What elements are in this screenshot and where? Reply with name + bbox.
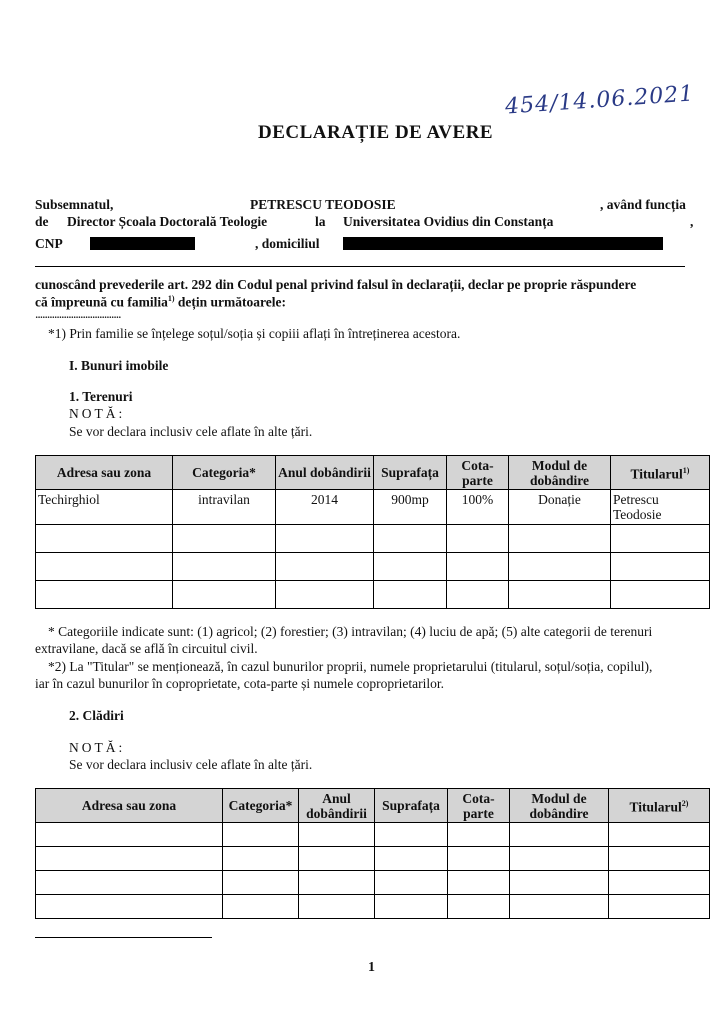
col-titular (611, 456, 710, 490)
cell (448, 895, 510, 919)
document-title: DECLARAȚIE DE AVERE (258, 122, 494, 143)
titular-note-line-1: *2) La "Titular" se menționează, în cazul bunurilor proprii, numele proprietarului (titularul, soțul/soția, copilul), (48, 659, 653, 674)
cell (299, 847, 375, 871)
cell (375, 895, 448, 919)
cell (611, 553, 710, 581)
cell (509, 525, 611, 553)
cell (36, 525, 173, 553)
cell (448, 847, 510, 871)
subsemnatul-label: Subsemnatul, (35, 197, 114, 212)
terenuri-heading: 1. Terenuri (69, 389, 133, 404)
col-suprafata: Suprafața (374, 456, 447, 490)
cell (223, 871, 299, 895)
functia-label: , având funcția (600, 197, 686, 212)
cell (447, 553, 509, 581)
cell: Techirghiol (36, 490, 173, 525)
cell (223, 823, 299, 847)
cell: intravilan (173, 490, 276, 525)
cell (447, 581, 509, 609)
cell (448, 871, 510, 895)
table-row (36, 553, 710, 581)
registration-number: 454/14.06.2021 (504, 81, 696, 120)
cell (609, 871, 710, 895)
cell (447, 525, 509, 553)
categories-note-line-1: * Categoriile indicate sunt: (1) agricol; (2) forestier; (3) intravilan; (4) luciu de apă; (5) alte categorii de terenuri (48, 624, 653, 639)
cell (36, 823, 223, 847)
position-value: Director Școala Doctorală Teologie (67, 214, 268, 229)
declaration-line-2-a: că împreună cu familia (35, 294, 168, 310)
col-cota: Cota-parte (447, 456, 509, 490)
cell (173, 553, 276, 581)
table-row (36, 871, 710, 895)
col-titular (609, 789, 710, 823)
cell: Petrescu Teodosie (611, 490, 710, 525)
declaration-line-2-b: dețin următoarele: (174, 294, 287, 310)
declarant-name: PETRESCU TEODOSIE (250, 197, 396, 212)
declaration-line-1: cunoscând prevederile art. 292 din Codul penal privind falsul în declarații, declar pe proprie răspundere (35, 277, 637, 292)
cladiri-heading: 2. Clădiri (69, 708, 124, 723)
institution-value: Universitatea Ovidius din Constanța (343, 214, 554, 229)
footnote-ref-1: 1) (167, 294, 175, 303)
col-titular-label: Titularul (630, 466, 683, 482)
terenuri-table (35, 455, 710, 609)
cnp-label: CNP (35, 236, 63, 251)
cell (609, 895, 710, 919)
dots-line: .................................... (35, 306, 121, 321)
col-cota: Cota-parte (448, 789, 510, 823)
col-modul: Modul de dobândire (510, 789, 609, 823)
cladiri-table (35, 788, 710, 919)
titular-sup-2: 2) (681, 799, 689, 809)
col-anul: Anul dobândirii (299, 789, 375, 823)
col-categoria: Categoria* (223, 789, 299, 823)
cell (299, 895, 375, 919)
col-modul: Modul de dobândire (509, 456, 611, 490)
footnote-separator (35, 937, 212, 938)
cell (36, 871, 223, 895)
cell (509, 553, 611, 581)
col-adresa: Adresa sau zona (36, 456, 173, 490)
cell (223, 847, 299, 871)
cell: 900mp (374, 490, 447, 525)
cell (509, 581, 611, 609)
cell (36, 581, 173, 609)
nota-label-1: NOTĂ: (69, 406, 126, 421)
cell (36, 553, 173, 581)
cell (276, 553, 374, 581)
cell (173, 581, 276, 609)
cell (299, 871, 375, 895)
table-row (36, 525, 710, 553)
nota-label-2: NOTĂ: (69, 740, 126, 755)
cell (609, 823, 710, 847)
cell (611, 581, 710, 609)
la-label: la (315, 214, 326, 229)
cnp-redaction (90, 237, 195, 250)
nota-text-1: Se vor declara inclusiv cele aflate în alte țări. (69, 424, 313, 439)
cell (510, 847, 609, 871)
cell (448, 823, 510, 847)
col-categoria: Categoria* (173, 456, 276, 490)
cell (510, 871, 609, 895)
col-anul: Anul dobândirii (276, 456, 374, 490)
cell (375, 847, 448, 871)
cell (36, 847, 223, 871)
cladiri-header-row (36, 789, 710, 823)
cell (611, 525, 710, 553)
table-row (36, 490, 710, 525)
cell (375, 823, 448, 847)
cell (374, 581, 447, 609)
cell: 2014 (276, 490, 374, 525)
cell (223, 895, 299, 919)
col-suprafata: Suprafața (375, 789, 448, 823)
de-label: de (35, 214, 49, 229)
footnote-1: *1) Prin familie se înțelege soțul/soția și copiii aflați în întreținerea acestora. (48, 326, 461, 341)
nota-text-2: Se vor declara inclusiv cele aflate în alte țări. (69, 757, 313, 772)
col-titular-label: Titularul (629, 799, 682, 815)
cell (299, 823, 375, 847)
cell (510, 823, 609, 847)
table-row (36, 895, 710, 919)
titular-sup-1: 1) (682, 466, 690, 476)
table-row (36, 823, 710, 847)
domiciliul-label: , domiciliul (255, 236, 320, 251)
col-adresa: Adresa sau zona (36, 789, 223, 823)
address-redaction (343, 237, 663, 250)
comma-mark: , (690, 214, 694, 229)
terenuri-header-row (36, 456, 710, 490)
cell: 100% (447, 490, 509, 525)
cell (276, 581, 374, 609)
table-row (36, 847, 710, 871)
cell (374, 553, 447, 581)
cell (609, 847, 710, 871)
section-1-heading: I. Bunuri imobile (69, 358, 169, 373)
cell (510, 895, 609, 919)
address-underline (35, 266, 685, 267)
cell (374, 525, 447, 553)
cell (276, 525, 374, 553)
cell: Donație (509, 490, 611, 525)
table-row (36, 581, 710, 609)
cell (173, 525, 276, 553)
categories-note-line-2: extravilane, dacă se află în circuitul civil. (35, 641, 258, 656)
cell (375, 871, 448, 895)
titular-note-line-2: iar în cazul bunurilor în coproprietate, cota-parte și numele coproprietarilor. (35, 676, 444, 691)
page-number: 1 (368, 960, 375, 975)
cell (36, 895, 223, 919)
